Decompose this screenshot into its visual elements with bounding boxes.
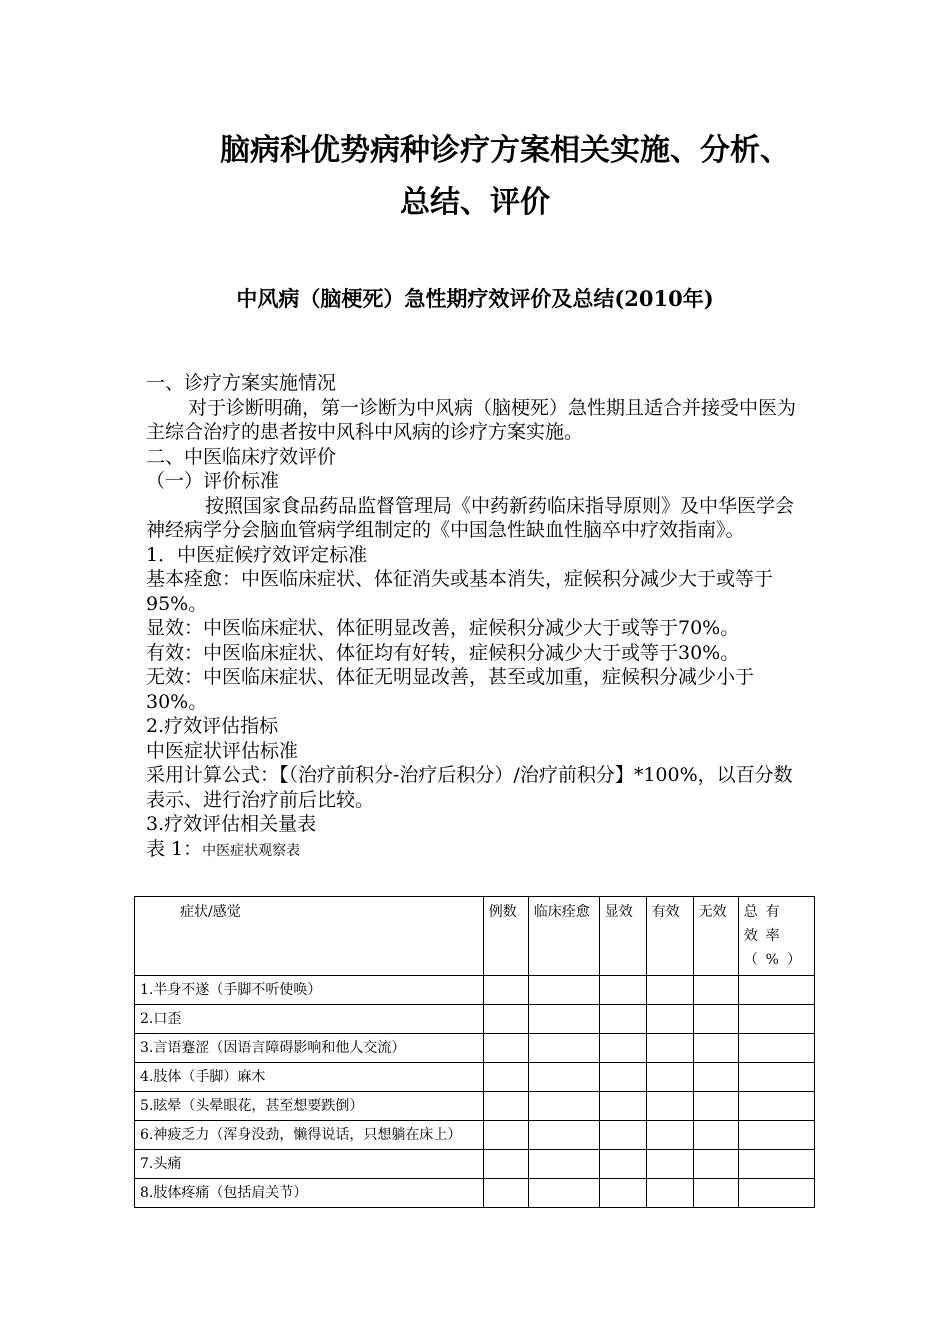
header-total-rate: 总有效率（%） [738, 897, 814, 976]
table-row [135, 1005, 815, 1034]
table-row [135, 1034, 815, 1063]
section-heading-1: 一、诊疗方案实施情况 [146, 372, 337, 394]
subsection-heading-1: （一）评价标准 [146, 470, 280, 492]
table-caption [146, 837, 810, 864]
header-effective: 有效 [646, 897, 693, 976]
document-subtitle: 中风病（脑梗死）急性期疗效评价及总结(2010年) [236, 286, 714, 311]
subsection-1-paragraph: 按照国家食品药品监督管理局《中药新药临床指导原则》及中华医学会神经病学分会脑血管病学组制定的《中国急性缺血性脑卒中疗效指南》。 [146, 494, 795, 541]
document-title-line-2: 总结、评价 [400, 185, 550, 220]
table-row [135, 1150, 815, 1179]
symptom-cell: 1.半身不遂（手脚不听使唤） [135, 976, 484, 1005]
symptom-cell: 4.肢体（手脚）麻木 [135, 1063, 484, 1092]
symptom-cell: 5.眩晕（头晕眼花，甚至想要跌倒） [135, 1092, 484, 1121]
table-row [135, 1121, 815, 1150]
header-cured: 临床痊愈 [528, 897, 599, 976]
header-marked: 显效 [599, 897, 646, 976]
table-row [135, 976, 815, 1005]
formula-paragraph: 采用计算公式：【（治疗前积分-治疗后积分）/治疗前积分】*100%，以百分数表示、进行治疗前后比较。 [146, 764, 793, 811]
symptom-cell: 8.肢体疼痛（包括肩关节） [135, 1179, 484, 1208]
item-heading-1: 1．中医症候疗效评定标准 [146, 543, 368, 566]
symptom-cell: 2.口歪 [135, 1005, 484, 1034]
table-row [135, 1092, 815, 1121]
table-row [135, 1179, 815, 1208]
table-caption-text: 中医症状观察表 [202, 842, 301, 859]
header-symptom: 症状/感觉 [135, 897, 484, 976]
table-caption-prefix: 表 1： [146, 837, 203, 860]
document-title-line-1: 脑病科优势病种诊疗方案相关实施、分析、 [220, 133, 790, 168]
table-header-row [135, 897, 815, 976]
item-2-sub: 中医症状评估标准 [146, 739, 299, 762]
symptom-observation-table [134, 896, 815, 1208]
section-heading-2: 二、中医临床疗效评价 [146, 445, 337, 468]
header-ineffective: 无效 [693, 897, 738, 976]
symptom-cell: 3.言语蹇涩（因语言障碍影响和他人交流） [135, 1034, 484, 1063]
criterion-marked: 显效：中医临床症状、体征明显改善，症候积分减少大于或等于70%。 [146, 617, 740, 639]
item-heading-2: 2.疗效评估指标 [146, 715, 279, 737]
criterion-effective: 有效：中医临床症状、体征均有好转，症候积分减少大于或等于30%。 [146, 641, 740, 664]
section-1-paragraph: 对于诊断明确，第一诊断为中风病（脑梗死）急性期且适合并接受中医为主综合治疗的患者按中风科中风病的诊疗方案实施。 [146, 396, 797, 443]
criterion-ineffective: 无效：中医临床症状、体征无明显改善，甚至或加重，症候积分减少小于30%。 [146, 666, 755, 713]
table-row [135, 1063, 815, 1092]
document-body [146, 371, 810, 863]
item-heading-3: 3.疗效评估相关量表 [146, 813, 317, 835]
symptom-cell: 6.神疲乏力（浑身没劲，懒得说话，只想躺在床上） [135, 1121, 484, 1150]
criterion-cured: 基本痊愈：中医临床症状、体征消失或基本消失，症候积分减少大于或等于95%。 [146, 568, 774, 615]
header-count: 例数 [483, 897, 528, 976]
symptom-cell: 7.头痛 [135, 1150, 484, 1179]
